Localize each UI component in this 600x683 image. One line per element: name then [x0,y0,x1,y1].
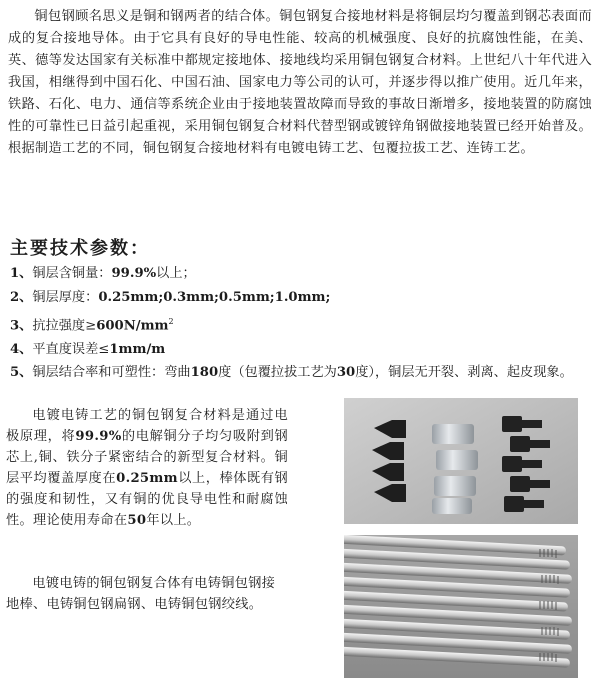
coupler-icon [432,424,478,514]
spec-number: 2、 [10,290,33,305]
spec-suffix: 以上； [156,266,196,281]
spec-value: 0.25mm;0.3mm;0.5mm;1.0mm; [98,290,331,305]
spec-number: 4、 [10,342,33,358]
spec-number: 1、 [10,266,33,281]
spec-suffix-2: 度），铜层无开裂、剥离、起皮现象。 [355,365,573,381]
text-run-bold: 99.9% [75,429,122,444]
spec-item [10,362,590,384]
text-run: 的电解铜分子均匀吸附到钢芯上,铜、铁分子紧密结合的新型复合材料。铜层平均覆盖厚度在 [6,429,289,486]
spec-suffix: 度（包覆拉拔工艺为 [218,365,337,381]
spec-superscript: 2 [168,317,174,326]
spec-value-2: 30 [336,365,356,381]
intro-paragraph: 铜包钢顾名思义是铜和钢两者的结合体。铜包钢复合接地材料是将铜层均匀覆盖到钢芯表面而成的复合接地导体。由于它具有良好的导电性能、较高的机械强度、良好的抗腐蚀性能，在美、英、德等发达国家有关标准中都规定接地体、接地线均采用铜包钢复合材料。上世纪八十年代进入我国，相继得到中国石化、中国石油、国家电力等公司的认可，并逐步得以推广使用。近几年来，铁路、石化、电力、通信等系统企业由于接地装置故障而导致的事故日渐增多，接地装置的防腐蚀性的可靠性已日益引起重视，采用铜包钢复合材料代替型钢或镀锌角钢做接地装置已经开始普及。根据制造工艺的不同，铜包钢复合接地材料有电镀电铸工艺、包覆拉拔工艺、连铸工艺。 [8,9,592,156]
spec-item [10,338,590,362]
specs-list [10,262,590,384]
spec-value: 1mm/m [109,342,166,358]
spec-item [10,310,590,338]
spec-number: 3、 [10,318,33,334]
electroplating-paragraph [6,405,288,531]
text-run-bold: 0.25mm [116,471,178,486]
specs-heading: 主要技术参数： [10,238,150,259]
spec-value: 180 [190,365,219,381]
spec-value: 99.9% [111,266,157,281]
spec-item [10,286,590,310]
spec-value: 600N/mm [96,318,169,334]
spec-label: 抗拉强度≥ [32,318,97,334]
spec-item [10,262,590,286]
text-run-bold: 50 [127,513,147,528]
text-run: 年以上。 [146,513,201,528]
fittings-photo [344,398,578,524]
grounding-rods-photo [344,535,578,678]
text-run: 以上，棒体既有钢的强度和韧性，又有铜的优良导电性和耐腐蚀性。理论使用寿命在 [6,471,289,528]
spec-label: 铜层结合率和可塑性：弯曲 [32,365,191,381]
text-run: 电镀电铸工艺的铜包钢复合材料是通过电极原理，将 [6,408,288,444]
spec-label: 铜层厚度： [32,290,99,305]
product-types-paragraph: 电镀电铸的铜包钢复合体有电铸铜包钢接地棒、电铸铜包钢扁钢、电铸铜包钢绞线。 [6,576,276,612]
spec-label: 铜层含铜量： [32,266,112,281]
spec-number: 5、 [10,365,33,381]
spec-label: 平直度误差≤ [32,342,110,358]
